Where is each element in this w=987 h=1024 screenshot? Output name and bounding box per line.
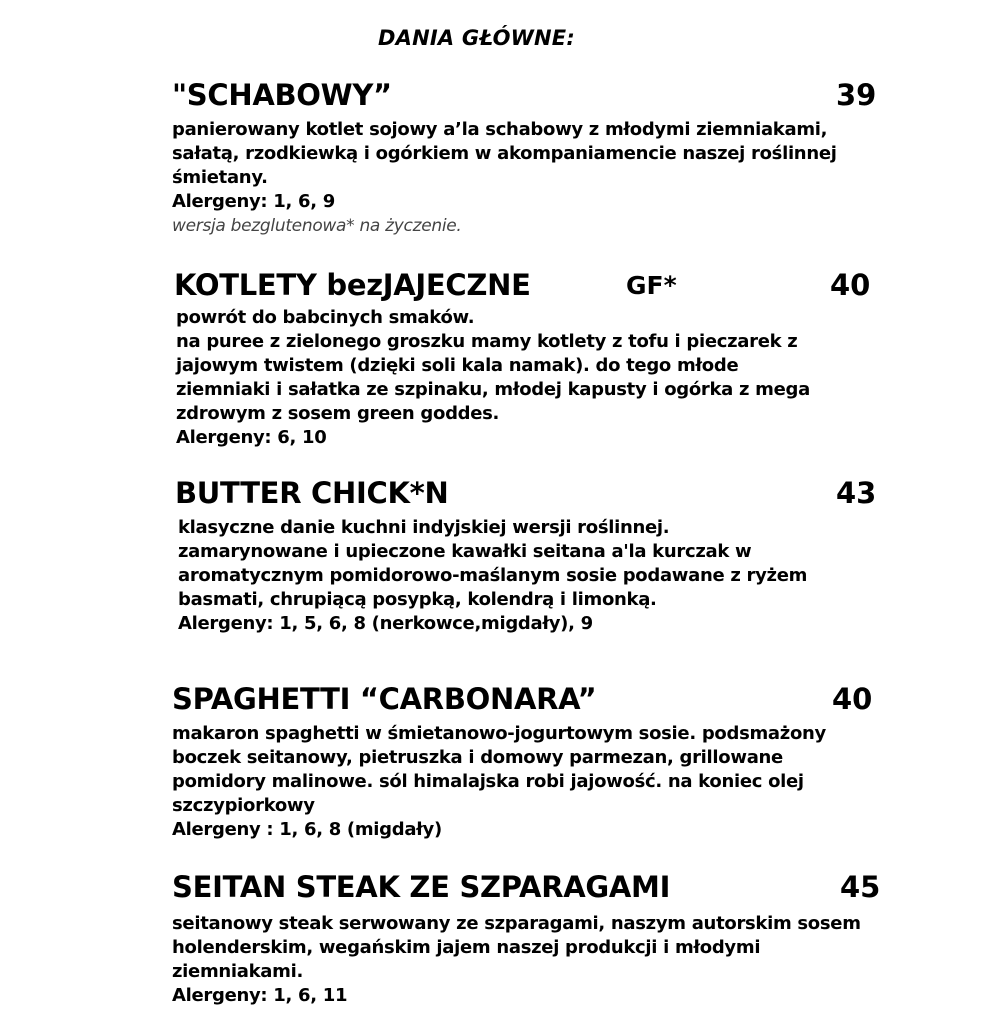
section-title: DANIA GŁÓWNE: xyxy=(378,26,575,50)
dish-price: 40 xyxy=(832,682,873,716)
dish-name: "SCHABOWY” xyxy=(172,78,392,112)
dish-price: 43 xyxy=(836,476,877,510)
dish-note: wersja bezglutenowa* na życzenie. xyxy=(172,216,462,236)
dish-allergens: Alergeny: 1, 5, 6, 8 (nerkowce,migdały), 9 xyxy=(178,613,593,634)
dish-name: SEITAN STEAK ZE SZPARAGAMI xyxy=(172,870,671,904)
dish-price: 39 xyxy=(836,78,877,112)
description-line: makaron spaghetti w śmietanowo-jogurtowym sosie. podsmażony xyxy=(172,723,826,744)
dish-name: KOTLETY bezJAJECZNE xyxy=(174,268,531,302)
dish-description xyxy=(176,306,916,450)
description-line: klasyczne danie kuchni indyjskiej wersji roślinnej. xyxy=(178,517,670,538)
description-line: zdrowym z sosem green goddes. xyxy=(176,403,500,424)
description-line: szczypiorkowy xyxy=(172,795,315,816)
dish-description xyxy=(172,118,912,238)
description-line: ziemniaki i sałatka ze szpinaku, młodej kapusty i ogórka z mega xyxy=(176,379,810,400)
description-line: basmati, chrupiącą posypką, kolendrą i limonką. xyxy=(178,589,657,610)
dish-name: BUTTER CHICK*N xyxy=(175,476,449,510)
description-line: boczek seitanowy, pietruszka i domowy parmezan, grillowane xyxy=(172,747,783,768)
description-line: aromatycznym pomidorowo-maślanym sosie podawane z ryżem xyxy=(178,565,808,586)
description-line: sałatą, rzodkiewką i ogórkiem w akompaniamencie naszej roślinnej xyxy=(172,143,837,164)
dish-allergens: Alergeny: 1, 6, 11 xyxy=(172,985,348,1006)
dish-allergens: Alergeny: 1, 6, 9 xyxy=(172,191,335,212)
description-line: śmietany. xyxy=(172,167,268,188)
dish-description xyxy=(172,912,952,1008)
description-line: powrót do babcinych smaków. xyxy=(176,307,475,328)
dish-description xyxy=(172,722,912,842)
dish-tag: GF* xyxy=(626,271,677,300)
dish-price: 45 xyxy=(840,870,881,904)
description-line: na puree z zielonego groszku mamy kotlety z tofu i pieczarek z xyxy=(176,331,798,352)
dish-name: SPAGHETTI “CARBONARA” xyxy=(172,682,597,716)
dish-allergens: Alergeny: 6, 10 xyxy=(176,427,327,448)
description-line: seitanowy steak serwowany ze szparagami, naszym autorskim sosem xyxy=(172,913,861,934)
dish-price: 40 xyxy=(830,268,871,302)
description-line: panierowany kotlet sojowy a’la schabowy z młodymi ziemniakami, xyxy=(172,119,828,140)
description-line: zamarynowane i upieczone kawałki seitana a'la kurczak w xyxy=(178,541,752,562)
dish-description xyxy=(178,516,918,636)
description-line: ziemniakami. xyxy=(172,961,304,982)
description-line: jajowym twistem (dzięki soli kala namak). do tego młode xyxy=(176,355,739,376)
description-line: holenderskim, wegańskim jajem naszej produkcji i młodymi xyxy=(172,937,761,958)
dish-allergens: Alergeny : 1, 6, 8 (migdały) xyxy=(172,819,442,840)
description-line: pomidory malinowe. sól himalajska robi jajowość. na koniec olej xyxy=(172,771,804,792)
